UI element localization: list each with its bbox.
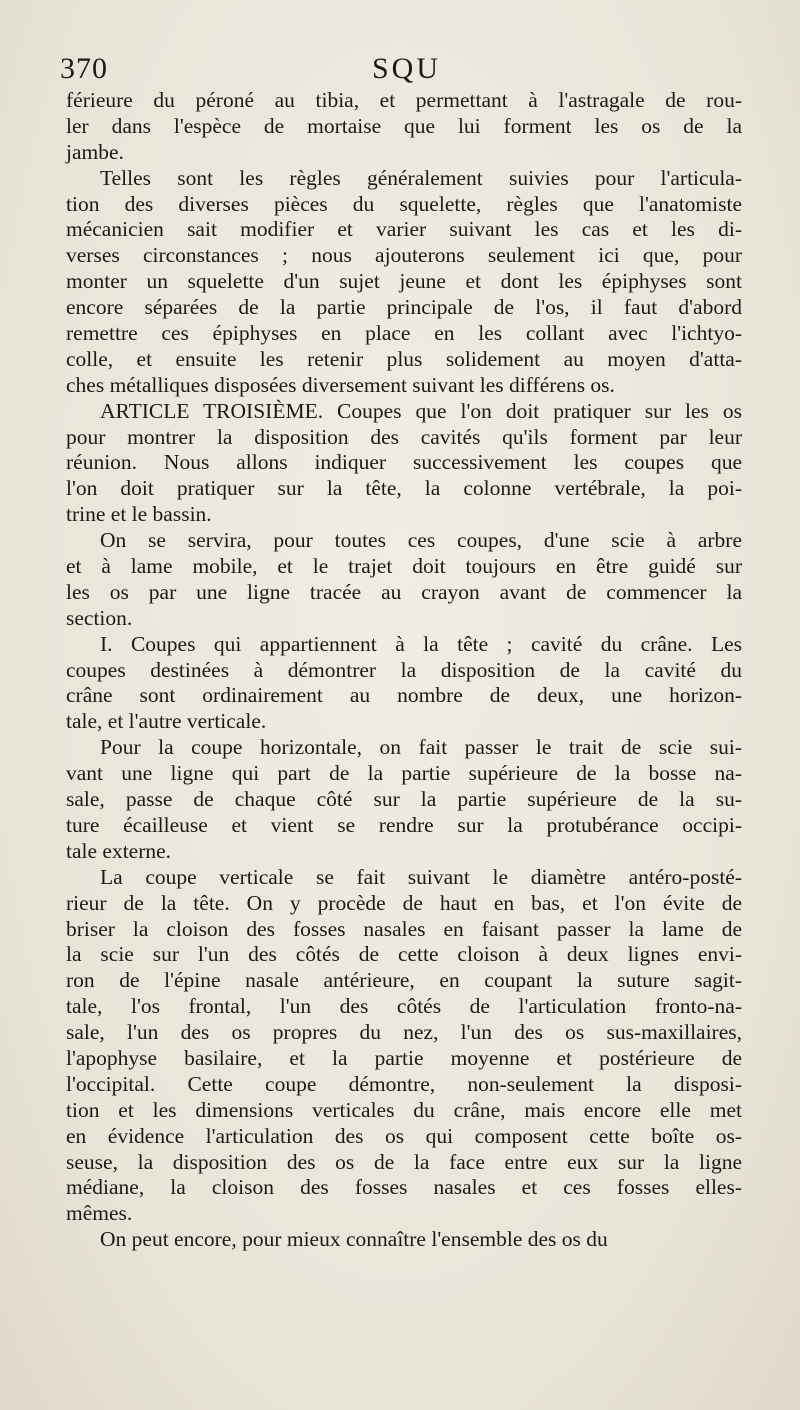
text-line: La coupe verticale se fait suivant le diamètre antéro-posté- [100, 864, 742, 889]
text-line: On peut encore, pour mieux connaître l'ensemble des os du [100, 1227, 608, 1252]
paragraph [66, 399, 742, 528]
text-line: colle, et ensuite les retenir plus solidement au moyen d'atta- [66, 346, 742, 371]
text-line: remettre ces épiphyses en place en les collant avec l'ichtyo- [66, 321, 742, 346]
text-line: tale, l'os frontal, l'un des côtés de l'articulation fronto-na- [66, 994, 742, 1019]
paragraph [66, 88, 742, 166]
text-line: réunion. Nous allons indiquer successivement les coupes que [66, 450, 742, 475]
text-line: et à lame mobile, et le trajet doit toujours en être guidé sur [66, 554, 742, 579]
text-line: On se servira, pour toutes ces coupes, d'une scie à arbre [100, 528, 742, 553]
text-line: ture écailleuse et vient se rendre sur la protubérance occipi- [66, 812, 742, 837]
text-line: coupes destinées à démontrer la disposition de la cavité du [66, 657, 742, 682]
text-line: l'occipital. Cette coupe démontre, non-seulement la disposi- [66, 1071, 742, 1096]
paragraph [66, 166, 742, 399]
text-line: rieur de la tête. On y procède de haut en bas, et l'on évite de [66, 890, 742, 915]
text-line: encore séparées de la partie principale de l'os, il faut d'abord [66, 295, 742, 320]
text-line: vant une ligne qui part de la partie supérieure de la bosse na- [66, 761, 742, 786]
text-line: férieure du péroné au tibia, et permettant à l'astragale de rou- [66, 88, 742, 112]
text-line: section. [66, 605, 133, 630]
text-line: pour montrer la disposition des cavités qu'ils forment par leur [66, 424, 742, 449]
text-line: briser la cloison des fosses nasales en faisant passer la lame de [66, 916, 742, 941]
text-line: sale, l'un des os propres du nez, l'un des os sus-maxillaires, [66, 1020, 742, 1045]
page-header [60, 52, 750, 92]
text-line: ARTICLE TROISIÈME. Coupes que l'on doit pratiquer sur les os [100, 398, 742, 423]
text-line: seuse, la disposition des os de la face entre eux sur la ligne [66, 1149, 742, 1174]
text-line: Telles sont les règles généralement suivies pour l'articula- [100, 165, 742, 190]
text-line: les os par une ligne tracée au crayon avant de commencer la [66, 579, 742, 604]
paragraph [66, 632, 742, 736]
text-line: médiane, la cloison des fosses nasales et ces fosses elles- [66, 1175, 742, 1200]
text-line: ron de l'épine nasale antérieure, en coupant la suture sagit- [66, 968, 742, 993]
text-line: trine et le bassin. [66, 502, 212, 527]
text-line: l'on doit pratiquer sur la tête, la colonne vertébrale, la poi- [66, 476, 742, 501]
body-text [66, 88, 742, 1253]
text-line: la scie sur l'un des côtés de cette cloison à deux lignes envi- [66, 942, 742, 967]
text-line: verses circonstances ; nous ajouterons seulement ici que, pour [66, 243, 742, 268]
text-line: monter un squelette d'un sujet jeune et dont les épiphyses sont [66, 269, 742, 294]
text-line: l'apophyse basilaire, et la partie moyenne et postérieure de [66, 1045, 742, 1070]
text-line: crâne sont ordinairement au nombre de deux, une horizon- [66, 683, 742, 708]
text-line: ches métalliques disposées diversement suivant les différens os. [66, 372, 615, 397]
text-line: tion des diverses pièces du squelette, règles que l'anatomiste [66, 191, 742, 216]
text-line: tion et les dimensions verticales du crâne, mais encore elle met [66, 1097, 742, 1122]
text-line: ler dans l'espèce de mortaise que lui forment les os de la [66, 113, 742, 138]
paragraph [66, 865, 742, 1227]
text-line: Pour la coupe horizontale, on fait passer le trait de scie sui- [100, 735, 742, 760]
paragraph [66, 528, 742, 632]
text-line: mêmes. [66, 1201, 133, 1226]
text-line: tale externe. [66, 838, 172, 863]
paragraph [66, 735, 742, 864]
running-head: SQU [372, 52, 442, 85]
text-line: en évidence l'articulation des os qui composent cette boîte os- [66, 1123, 742, 1148]
text-line: tale, et l'autre verticale. [66, 709, 267, 734]
paragraph [66, 1227, 742, 1253]
text-line: sale, passe de chaque côté sur la partie supérieure de la su- [66, 787, 742, 812]
text-line: jambe. [66, 139, 124, 164]
page-number: 370 [60, 52, 108, 85]
text-line: mécanicien sait modifier et varier suivant les cas et les di- [66, 217, 742, 242]
text-line: I. Coupes qui appartiennent à la tête ; cavité du crâne. Les [100, 631, 742, 656]
